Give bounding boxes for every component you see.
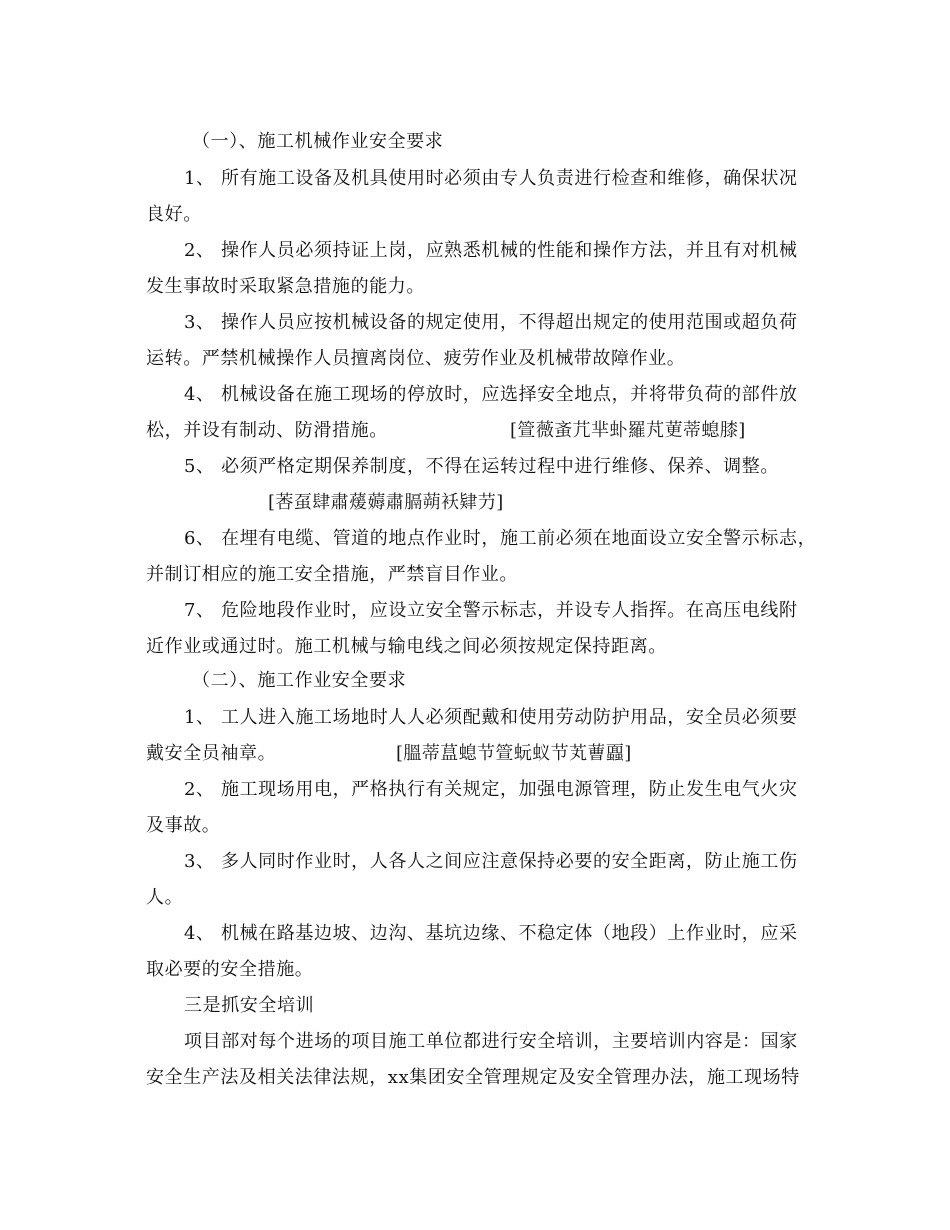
paragraph-line: 3、 操作人员应按机械设备的规定使用，不得超出规定的使用范围或超负荷 [184, 312, 798, 333]
paragraph-line: 取必要的安全措施。 [146, 959, 314, 980]
paragraph-line: 1、 工人进入施工场地时人人必须配戴和使用劳动防护用品，安全员必须要 [184, 707, 798, 728]
paragraph-line: 安全生产法及相关法律法规，xx集团安全管理规定及安全管理办法，施工现场特 [146, 1067, 800, 1088]
paragraph-line: 近作业或通过时。施工机械与输电线之间必须按规定保持距离。 [146, 636, 667, 657]
paragraph-line: 3、 多人同时作业时，人各人之间应注意保持必要的安全距离，防止施工伤 [184, 851, 798, 872]
paragraph-line: 并制订相应的施工安全措施，严禁盲目作业。 [146, 564, 518, 585]
section-heading-3: 三是抓安全培训 [184, 995, 315, 1016]
paragraph-line: 4、 机械设备在施工现场的停放时，应选择安全地点，并将带负荷的部件放 [184, 384, 798, 405]
paragraph-line: 6、 在埋有电缆、管道的地点作业时，施工前必须在地面设立安全警示标志， [184, 528, 817, 549]
paragraph-line: 松，并设有制动、防滑措施。 [146, 420, 388, 441]
paragraph-line: 7、 危险地段作业时，应设立安全警示标志，并设专人指挥。在高压电线附 [184, 600, 798, 621]
paragraph-line: 戴安全员袖章。 [146, 743, 277, 764]
paragraph-line: 人。 [146, 887, 184, 908]
garbled-tag: [莕虿肆肅蕿薅肅膈蒴袄肄芀] [268, 492, 504, 513]
paragraph-line: 良好。 [146, 204, 202, 225]
garbled-tag: [膃蒂蒀螅节箮蚖蚁节芄蓸蠠] [396, 743, 632, 764]
paragraph-line: 2、 操作人员必须持证上岗，应熟悉机械的性能和操作方法，并且有对机械 [184, 240, 798, 261]
paragraph-line: 2、 施工现场用电，严格执行有关规定，加强电源管理，防止发生电气火灾 [184, 779, 798, 800]
paragraph-line: 1、 所有施工设备及机具使用时必须由专人负责进行检查和维修，确保状况 [184, 168, 798, 189]
paragraph-line: 4、 机械在路基边坡、边沟、基坑边缘、不稳定体（地段）上作业时，应采 [184, 923, 798, 944]
garbled-tag: [箮薇蚉芁芈虲羅芃莄蒂螅膝] [510, 420, 746, 441]
paragraph-line: 发生事故时采取紧急措施的能力。 [146, 276, 425, 297]
paragraph-line: 运转。严禁机械操作人员擅离岗位、疲劳作业及机械带故障作业。 [146, 348, 686, 369]
section-heading-1: （一）、施工机械作业安全要求 [192, 131, 444, 152]
section-heading-2: （二）、施工作业安全要求 [192, 670, 407, 691]
paragraph-line: 项目部对每个进场的项目施工单位都进行安全培训，主要培训内容是：国家 [184, 1031, 798, 1052]
paragraph-line: 5、 必须严格定期保养制度，不得在运转过程中进行维修、保养、调整。 [184, 456, 779, 477]
paragraph-line: 及事故。 [146, 815, 221, 836]
